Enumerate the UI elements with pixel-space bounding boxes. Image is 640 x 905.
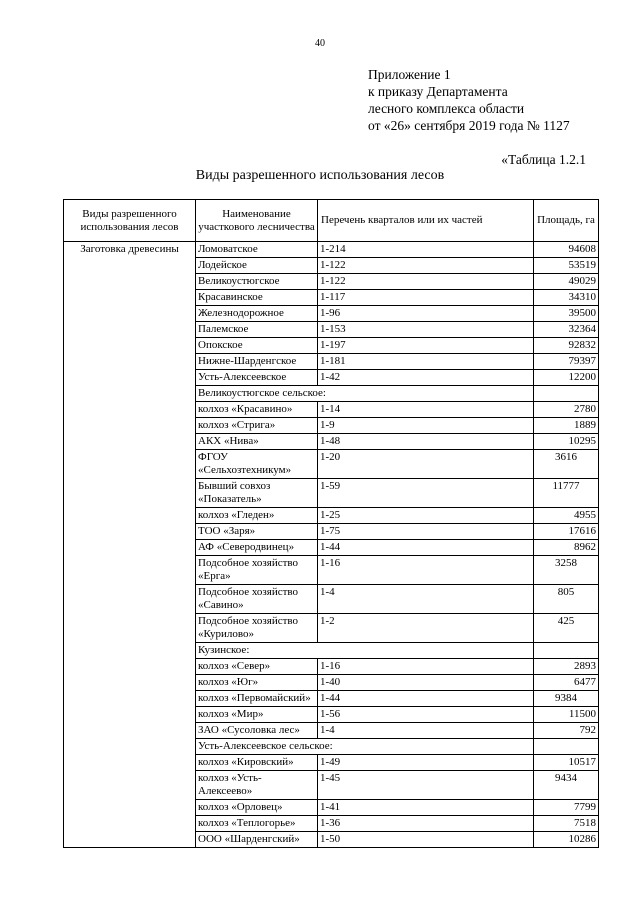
- quarters-cell: 1-4: [318, 585, 534, 614]
- quarters-cell: 1-16: [318, 556, 534, 585]
- forestry-name-cell: Подсобное хозяйство «Савино»: [196, 585, 318, 614]
- area-cell: 79397: [534, 354, 599, 370]
- area-cell: 1889: [534, 418, 599, 434]
- area-cell: 17616: [534, 524, 599, 540]
- area-cell: 805: [534, 585, 599, 614]
- area-cell: 10517: [534, 755, 599, 771]
- area-cell: 49029: [534, 274, 599, 290]
- quarters-cell: 1-16: [318, 659, 534, 675]
- quarters-cell: 1-20: [318, 450, 534, 479]
- forestry-name-cell: ЗАО «Сусоловка лес»: [196, 723, 318, 739]
- area-cell: 92832: [534, 338, 599, 354]
- forestry-name-cell: колхоз «Мир»: [196, 707, 318, 723]
- area-cell: 425: [534, 614, 599, 643]
- area-cell: 7518: [534, 816, 599, 832]
- forestry-name-cell: Железнодорожное: [196, 306, 318, 322]
- area-cell: 53519: [534, 258, 599, 274]
- usage-type-cell: Заготовка древесины: [64, 242, 196, 848]
- forestry-name-cell: ТОО «Заря»: [196, 524, 318, 540]
- quarters-cell: 1-75: [318, 524, 534, 540]
- area-cell: 8962: [534, 540, 599, 556]
- appendix-line-4: от «26» сентября 2019 года № 1127: [368, 118, 570, 133]
- quarters-cell: 1-197: [318, 338, 534, 354]
- forestry-name-cell: АКХ «Нива»: [196, 434, 318, 450]
- document-title: Виды разрешенного использования лесов: [195, 168, 445, 183]
- group-label: Великоустюгское сельское:: [196, 386, 534, 402]
- area-cell: 32364: [534, 322, 599, 338]
- table-header-row: [64, 200, 599, 242]
- forestry-name-cell: колхоз «Первомайский»: [196, 691, 318, 707]
- area-cell: [534, 386, 599, 402]
- table-row: [64, 242, 599, 258]
- area-cell: 2780: [534, 402, 599, 418]
- area-cell: 10286: [534, 832, 599, 848]
- group-label: Усть-Алексеевское сельское:: [196, 739, 534, 755]
- quarters-cell: 1-181: [318, 354, 534, 370]
- quarters-cell: 1-214: [318, 242, 534, 258]
- quarters-cell: 1-25: [318, 508, 534, 524]
- quarters-cell: 1-153: [318, 322, 534, 338]
- quarters-cell: 1-44: [318, 540, 534, 556]
- quarters-cell: 1-122: [318, 258, 534, 274]
- forestry-name-cell: колхоз «Север»: [196, 659, 318, 675]
- forestry-name-cell: колхоз «Гледен»: [196, 508, 318, 524]
- area-cell: 4955: [534, 508, 599, 524]
- forestry-name-cell: АФ «Северодвинец»: [196, 540, 318, 556]
- table-body: [64, 242, 599, 848]
- quarters-cell: 1-117: [318, 290, 534, 306]
- forestry-name-cell: колхоз «Орловец»: [196, 800, 318, 816]
- quarters-cell: 1-50: [318, 832, 534, 848]
- forestry-name-cell: Опокское: [196, 338, 318, 354]
- area-cell: 34310: [534, 290, 599, 306]
- header-forestry: Наименование участкового лесничества: [196, 200, 318, 242]
- area-cell: 6477: [534, 675, 599, 691]
- forestry-name-cell: Бывший совхоз «Показатель»: [196, 479, 318, 508]
- forestry-name-cell: Усть-Алексеевское: [196, 370, 318, 386]
- forestry-name-cell: колхоз «Кировский»: [196, 755, 318, 771]
- area-cell: 10295: [534, 434, 599, 450]
- area-cell: 3616: [534, 450, 599, 479]
- quarters-cell: 1-122: [318, 274, 534, 290]
- area-cell: 9384: [534, 691, 599, 707]
- forestry-name-cell: Палемское: [196, 322, 318, 338]
- quarters-cell: 1-9: [318, 418, 534, 434]
- forestry-name-cell: ФГОУ «Сельхозтехникум»: [196, 450, 318, 479]
- forestry-name-cell: Красавинское: [196, 290, 318, 306]
- area-cell: 94608: [534, 242, 599, 258]
- appendix-line-1: Приложение 1: [368, 67, 451, 82]
- area-cell: 2893: [534, 659, 599, 675]
- quarters-cell: 1-45: [318, 771, 534, 800]
- area-cell: 12200: [534, 370, 599, 386]
- forestry-name-cell: колхоз «Юг»: [196, 675, 318, 691]
- forest-usage-table: [63, 199, 599, 848]
- quarters-cell: 1-14: [318, 402, 534, 418]
- page-number: 40: [315, 38, 325, 49]
- area-cell: 11777: [534, 479, 599, 508]
- appendix-line-2: к приказу Департамента: [368, 84, 508, 99]
- forestry-name-cell: Нижне-Шарденгское: [196, 354, 318, 370]
- quarters-cell: 1-42: [318, 370, 534, 386]
- area-cell: 7799: [534, 800, 599, 816]
- forestry-name-cell: ООО «Шарденгский»: [196, 832, 318, 848]
- area-cell: 792: [534, 723, 599, 739]
- quarters-cell: 1-41: [318, 800, 534, 816]
- forestry-name-cell: колхоз «Красавино»: [196, 402, 318, 418]
- forestry-name-cell: Подсобное хозяйство «Ерга»: [196, 556, 318, 585]
- forestry-name-cell: Ломоватское: [196, 242, 318, 258]
- forestry-name-cell: колхоз «Стрига»: [196, 418, 318, 434]
- area-cell: 9434: [534, 771, 599, 800]
- appendix-block: [368, 66, 570, 134]
- forestry-name-cell: колхоз «Теплогорье»: [196, 816, 318, 832]
- header-quarters: Перечень кварталов или их частей: [318, 200, 534, 242]
- forestry-name-cell: Лодейское: [196, 258, 318, 274]
- table-label: «Таблица 1.2.1: [501, 152, 586, 167]
- quarters-cell: 1-2: [318, 614, 534, 643]
- area-cell: [534, 643, 599, 659]
- header-usage-type: Виды разрешенного использования лесов: [64, 200, 196, 242]
- quarters-cell: 1-44: [318, 691, 534, 707]
- quarters-cell: 1-49: [318, 755, 534, 771]
- area-cell: 39500: [534, 306, 599, 322]
- quarters-cell: 1-59: [318, 479, 534, 508]
- quarters-cell: 1-96: [318, 306, 534, 322]
- area-cell: 3258: [534, 556, 599, 585]
- quarters-cell: 1-36: [318, 816, 534, 832]
- forestry-name-cell: Великоустюгское: [196, 274, 318, 290]
- area-cell: 11500: [534, 707, 599, 723]
- area-cell: [534, 739, 599, 755]
- quarters-cell: 1-56: [318, 707, 534, 723]
- group-label: Кузинское:: [196, 643, 534, 659]
- header-area: Площадь, га: [534, 200, 599, 242]
- quarters-cell: 1-40: [318, 675, 534, 691]
- quarters-cell: 1-48: [318, 434, 534, 450]
- appendix-line-3: лесного комплекса области: [368, 101, 525, 116]
- quarters-cell: 1-4: [318, 723, 534, 739]
- forestry-name-cell: Подсобное хозяйство «Курилово»: [196, 614, 318, 643]
- forestry-name-cell: колхоз «Усть-Алексеево»: [196, 771, 318, 800]
